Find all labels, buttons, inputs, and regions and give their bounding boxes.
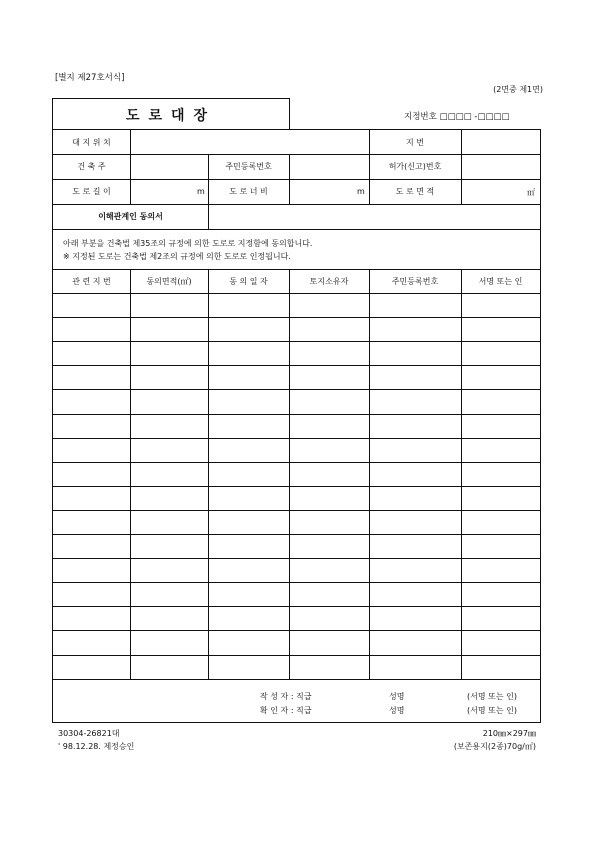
- consent-title: 이해관계인 동의서: [98, 212, 163, 221]
- permit-no-label: 허가(신고)번호: [388, 162, 442, 171]
- table-header-cell: 주민등록번호: [391, 276, 439, 286]
- header-row-line: [53, 229, 540, 230]
- consent-line-2: ※ 지정된 도로는 건축법 제2조의 규정에 의한 도로로 인정됩니다.: [63, 252, 291, 261]
- title-box: [52, 98, 290, 130]
- table-header-cell: 동 의 일 자: [229, 276, 268, 286]
- form-label: [별지 제27호서식]: [55, 73, 125, 83]
- length-label: 도 로 길 이: [72, 187, 111, 196]
- page-indicator: (2면중 제1면): [493, 85, 543, 94]
- table-row: [53, 606, 540, 630]
- width-unit: m: [357, 187, 365, 196]
- table-row: [53, 438, 540, 462]
- table-row: [53, 582, 540, 606]
- table-row: [53, 389, 540, 413]
- form-frame: [52, 129, 541, 723]
- col-line: [130, 130, 131, 154]
- table-row: [53, 341, 540, 365]
- designation-number: 지정번호 □□□□ -□□□□: [404, 112, 510, 122]
- table-header-cell: 관 련 지 번: [72, 276, 111, 286]
- resident-no-label: 주민등록번호: [225, 162, 272, 171]
- form-code: 30304-26821대: [58, 729, 120, 738]
- paper-size: 210㎜×297㎜: [482, 729, 536, 738]
- length-unit: m: [197, 187, 205, 196]
- table-row: [53, 486, 540, 510]
- checker-name-label: 성명: [389, 706, 405, 715]
- location-label: 대 지 위 치: [72, 137, 111, 147]
- builder-label: 건 축 주: [77, 162, 106, 171]
- table-row: [53, 558, 540, 582]
- table-header-cell: 서명 또는 인: [478, 276, 523, 286]
- writer-name-label: 성명: [389, 692, 405, 701]
- col-line: [461, 130, 462, 154]
- width-label: 도 로 너 비: [229, 187, 268, 196]
- table-header-cell: 동의면적(㎡): [146, 276, 192, 286]
- table-header-cell: 토지소유자: [309, 276, 349, 286]
- table-row: [53, 462, 540, 486]
- lot-label: 지 번: [406, 137, 424, 147]
- area-label: 도 로 면 적: [395, 187, 435, 196]
- table-row: [53, 317, 540, 341]
- table-row: [53, 365, 540, 389]
- col-line: [208, 204, 209, 229]
- page-title: 도로대장: [125, 107, 217, 124]
- writer-role: 작 성 자 : 직급: [260, 692, 312, 701]
- table-row-line: [53, 679, 540, 680]
- col-line: [461, 154, 462, 204]
- area-unit: ㎡: [527, 188, 535, 197]
- table-row: [53, 293, 540, 317]
- consent-line-1: 아래 부분을 건축법 제35조의 규정에 의한 도로로 지정함에 동의합니다.: [63, 239, 313, 248]
- approval-date: ' 98.12.28. 제정승인: [58, 742, 135, 751]
- col-line: [289, 154, 290, 204]
- table-row: [53, 655, 540, 679]
- table-row: [53, 510, 540, 534]
- checker-sign-label: (서명 또는 인): [467, 706, 517, 715]
- paper-type: (보존용지(2종)70g/㎡): [453, 742, 536, 751]
- checker-role: 확 인 자 : 직급: [260, 706, 312, 715]
- col-line: [130, 154, 131, 204]
- table-row: [53, 534, 540, 558]
- writer-sign-label: (서명 또는 인): [467, 692, 517, 701]
- table-row: [53, 414, 540, 438]
- table-row: [53, 630, 540, 654]
